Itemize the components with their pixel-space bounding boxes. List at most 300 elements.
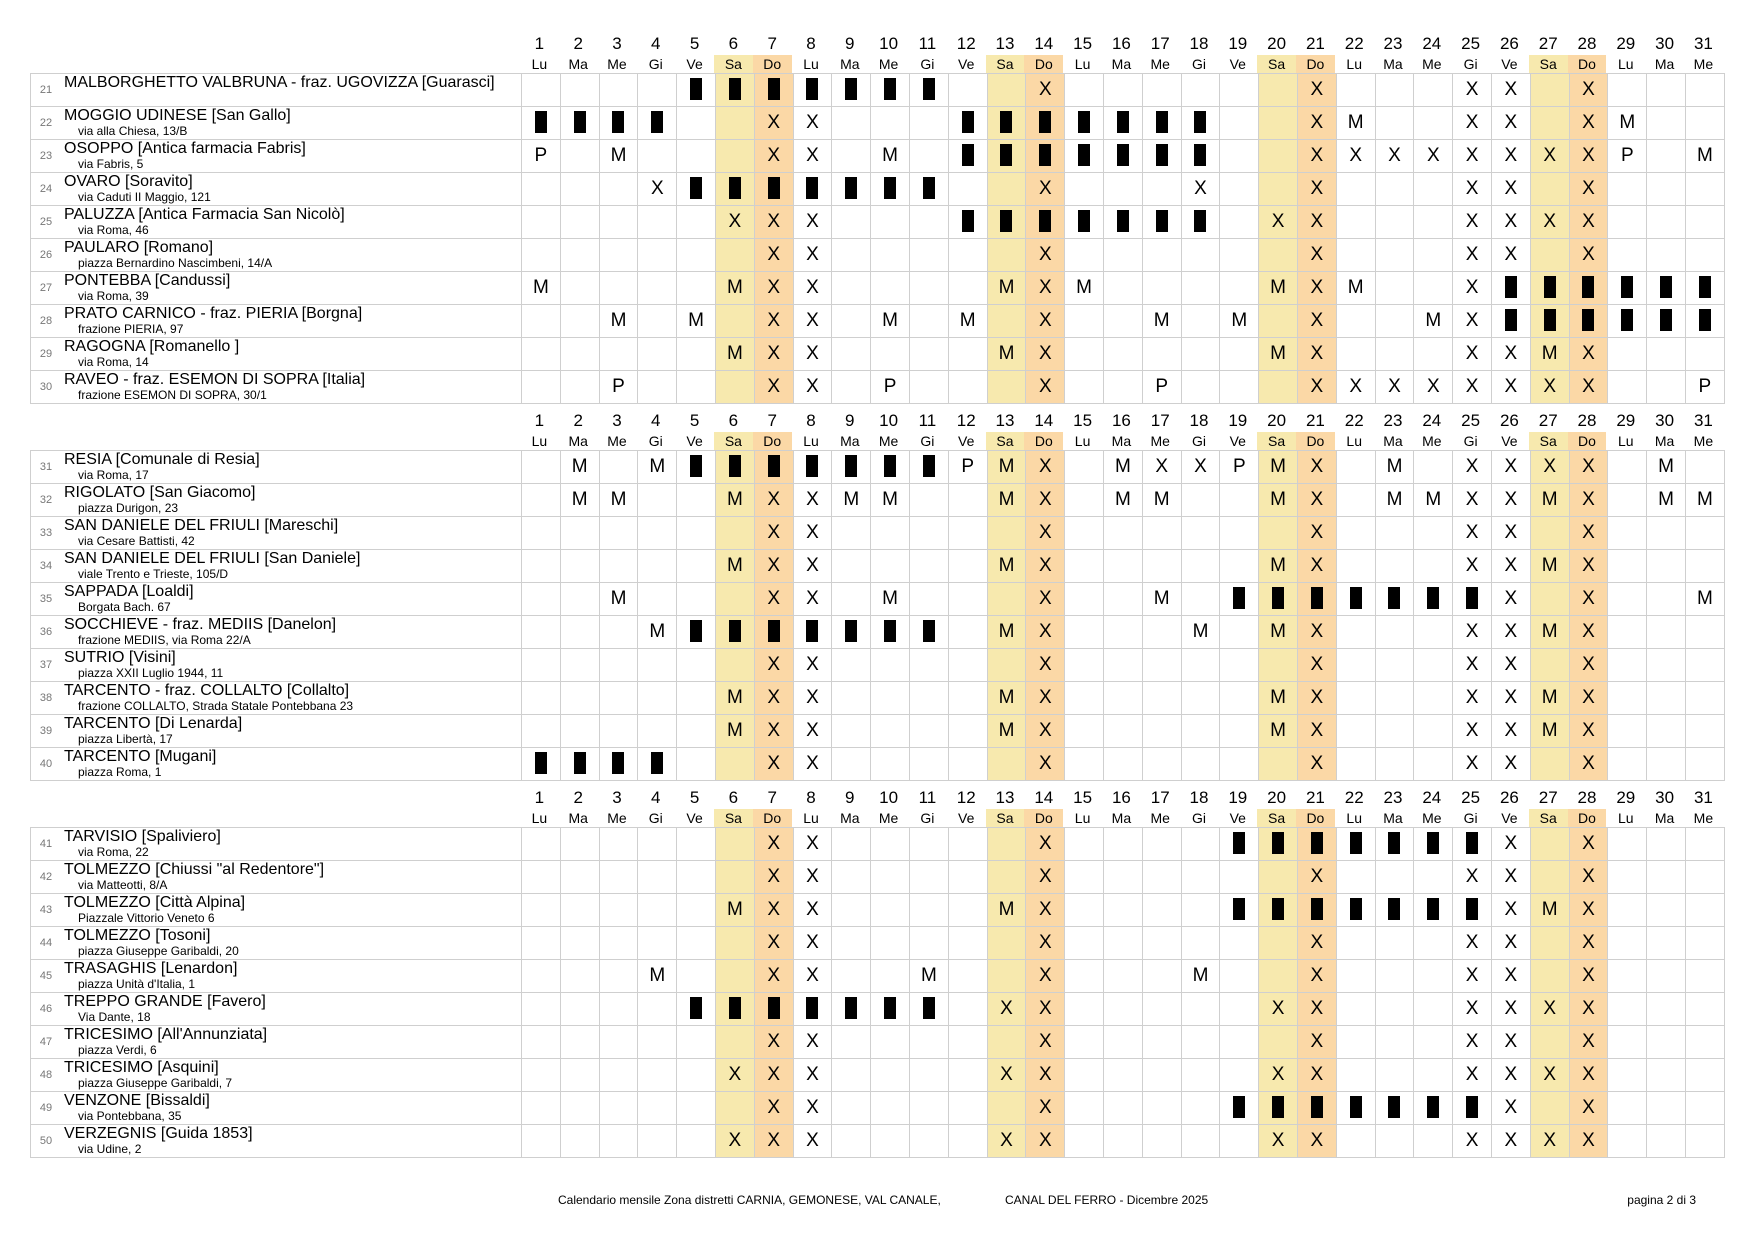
calendar-section	[30, 410, 1725, 781]
day-cell	[1646, 927, 1685, 959]
day-cell	[1685, 239, 1724, 271]
pharmacy-row	[31, 649, 1725, 682]
closed-block-marker	[1350, 832, 1362, 854]
weekday-label: Me	[1422, 56, 1442, 72]
day-number: 12	[956, 34, 976, 53]
day-cell	[1181, 993, 1220, 1025]
shift-marker: X	[1504, 79, 1518, 100]
row-number: 44	[39, 937, 53, 949]
weekday-label: Lu	[1618, 810, 1634, 826]
pharmacy-name: TRASAGHIS [Lenardon]	[64, 960, 238, 977]
day-cell	[870, 715, 909, 747]
day-cell	[870, 550, 909, 582]
day-cell	[676, 1092, 715, 1124]
day-cell	[1297, 828, 1336, 860]
day-header-cell	[908, 787, 947, 827]
day-cell	[637, 206, 676, 238]
day-cell	[1181, 861, 1220, 893]
day-number: 31	[1693, 411, 1713, 430]
pharmacy-row	[31, 828, 1725, 861]
day-cell	[948, 1125, 987, 1157]
day-cell	[637, 107, 676, 139]
weekday-label: Do	[1296, 432, 1335, 450]
day-cell	[948, 1092, 987, 1124]
day-cell	[715, 338, 754, 370]
pharmacy-name: TOLMEZZO [Città Alpina]	[64, 894, 246, 911]
day-cell	[1064, 927, 1103, 959]
day-header-cell	[1568, 33, 1607, 73]
day-cell	[1491, 828, 1530, 860]
day-cell	[754, 1125, 793, 1157]
shift-marker: M	[998, 621, 1015, 642]
day-header-cell	[1374, 410, 1413, 450]
closed-block-marker	[1000, 144, 1012, 166]
day-number: 30	[1655, 788, 1675, 807]
day-cell	[1336, 107, 1375, 139]
closed-block-marker	[806, 620, 818, 642]
day-cell	[1297, 239, 1336, 271]
day-header-cell	[1645, 787, 1684, 827]
day-cell	[521, 206, 560, 238]
day-cell	[1685, 960, 1724, 992]
day-cell	[1181, 682, 1220, 714]
day-cell	[1375, 1059, 1414, 1091]
shift-marker: X	[1194, 178, 1207, 199]
day-cell	[1025, 649, 1064, 681]
day-cell	[1413, 861, 1452, 893]
day-number: 23	[1383, 411, 1403, 430]
shift-marker: X	[1582, 343, 1595, 364]
day-cell	[1413, 140, 1452, 172]
pharmacy-name: RAGOGNA [Romanello ]	[64, 338, 240, 355]
shift-marker: X	[1310, 965, 1324, 986]
day-number: 20	[1267, 788, 1287, 807]
pharmacy-name: VENZONE [Bissaldi]	[64, 1092, 210, 1109]
day-cell	[1258, 748, 1297, 780]
day-cell	[1142, 861, 1181, 893]
day-header-cell	[1141, 410, 1180, 450]
day-cell	[1219, 484, 1258, 516]
day-cell	[521, 1059, 560, 1091]
row-right-border	[1724, 305, 1725, 337]
day-cell	[909, 338, 948, 370]
day-cell	[1491, 550, 1530, 582]
day-header-cell	[675, 33, 714, 73]
day-cell	[793, 371, 832, 403]
day-number: 21	[1305, 788, 1325, 807]
weekday-label: Lu	[1346, 56, 1362, 72]
day-cell	[1297, 140, 1336, 172]
weekday-label: Do	[753, 55, 792, 73]
day-cell	[1530, 239, 1569, 271]
shift-marker: X	[1582, 456, 1595, 477]
shift-marker: M	[998, 687, 1015, 708]
shift-marker: X	[767, 965, 781, 986]
pharmacy-name: PAULARO [Romano]	[64, 239, 214, 256]
day-cell	[948, 206, 987, 238]
day-cell	[1530, 894, 1569, 926]
pharmacy-row	[31, 1092, 1725, 1125]
closed-block-marker	[1233, 587, 1245, 609]
day-cell	[1452, 371, 1491, 403]
day-cell	[870, 338, 909, 370]
closed-block-marker	[1350, 587, 1362, 609]
shift-marker: P	[1698, 376, 1712, 397]
shift-marker: X	[1504, 1064, 1518, 1085]
closed-block-marker	[690, 620, 702, 642]
day-header-cell	[986, 33, 1025, 73]
shift-marker: X	[1582, 687, 1595, 708]
closed-block-marker	[806, 455, 818, 477]
weekday-label: Ma	[1383, 433, 1403, 449]
pharmacy-name: TOLMEZZO [Chiussi "al Redentore"]	[64, 861, 325, 878]
calendar-section	[30, 33, 1725, 404]
shift-marker: X	[1038, 899, 1052, 920]
day-cell	[521, 517, 560, 549]
pharmacy-row	[31, 338, 1725, 371]
shift-marker: M	[1153, 489, 1170, 510]
day-number: 10	[879, 34, 899, 53]
day-cell	[831, 272, 870, 304]
pharmacy-info	[64, 1026, 544, 1058]
day-cell	[599, 173, 638, 205]
day-cell	[1103, 140, 1142, 172]
closed-block-marker	[1156, 111, 1168, 133]
shift-marker: X	[1582, 145, 1595, 166]
day-cell	[599, 993, 638, 1025]
day-cell	[1103, 682, 1142, 714]
day-cell	[1258, 861, 1297, 893]
day-number: 20	[1267, 34, 1287, 53]
shift-marker: X	[1504, 555, 1518, 576]
day-cell	[948, 1026, 987, 1058]
day-cell	[1219, 239, 1258, 271]
day-cell	[1025, 305, 1064, 337]
day-cell	[1607, 338, 1646, 370]
shift-marker: X	[1582, 1097, 1595, 1118]
day-cell	[793, 960, 832, 992]
day-number: 18	[1189, 788, 1209, 807]
day-cell	[1607, 305, 1646, 337]
weekday-label: Gi	[1463, 433, 1478, 449]
day-cell	[754, 338, 793, 370]
day-cell	[1258, 550, 1297, 582]
day-cell	[637, 74, 676, 106]
shift-marker: M	[649, 965, 666, 986]
day-cell	[637, 517, 676, 549]
day-cell	[1142, 338, 1181, 370]
day-number: 25	[1461, 34, 1481, 53]
pharmacy-address: Borgata Bach. 67	[78, 600, 171, 614]
weekday-label: Me	[607, 810, 627, 826]
day-cell	[1646, 828, 1685, 860]
closed-block-marker	[923, 177, 935, 199]
pharmacy-name: TARCENTO [Di Lenarda]	[64, 715, 243, 732]
day-header-cell	[1374, 33, 1413, 73]
day-header-cell	[1257, 33, 1296, 73]
day-number: 19	[1228, 788, 1248, 807]
day-cell	[831, 484, 870, 516]
day-cell	[1375, 305, 1414, 337]
day-cell	[521, 1026, 560, 1058]
day-cell	[948, 484, 987, 516]
day-cell	[909, 206, 948, 238]
shift-marker: M	[882, 489, 898, 510]
day-cell	[1025, 1125, 1064, 1157]
day-cell	[1607, 616, 1646, 648]
day-cell	[560, 927, 599, 959]
shift-marker: X	[1310, 178, 1324, 199]
day-cell	[831, 715, 870, 747]
day-cell	[793, 1026, 832, 1058]
day-header-cell	[1296, 410, 1335, 450]
day-cell	[1336, 173, 1375, 205]
day-header-cell	[1257, 787, 1296, 827]
closed-block-marker	[729, 177, 741, 199]
day-cell	[637, 239, 676, 271]
day-cell	[1607, 371, 1646, 403]
day-cell	[1491, 927, 1530, 959]
day-cell	[1452, 338, 1491, 370]
day-cell	[1103, 305, 1142, 337]
pharmacy-row	[31, 1125, 1725, 1158]
day-cell	[1646, 338, 1685, 370]
day-cell	[1375, 140, 1414, 172]
closed-block-marker	[1582, 276, 1594, 298]
closed-block-marker	[1427, 898, 1439, 920]
day-cell	[560, 239, 599, 271]
day-cell	[948, 828, 987, 860]
day-cell	[1297, 206, 1336, 238]
pharmacy-row	[31, 74, 1725, 107]
day-cell	[1103, 239, 1142, 271]
day-number: 27	[1538, 34, 1558, 53]
day-header-cell	[675, 787, 714, 827]
day-cell	[1025, 107, 1064, 139]
shift-marker: X	[1465, 866, 1479, 887]
day-cell	[1103, 715, 1142, 747]
closed-block-marker	[1039, 210, 1051, 232]
pharmacy-row	[31, 927, 1725, 960]
day-cell	[1142, 107, 1181, 139]
pharmacy-row	[31, 517, 1725, 550]
row-right-border	[1724, 828, 1725, 860]
shift-marker: X	[806, 753, 819, 774]
day-number: 16	[1111, 411, 1131, 430]
day-cell	[1413, 74, 1452, 106]
day-cell	[1142, 682, 1181, 714]
day-cell	[637, 960, 676, 992]
pharmacy-row	[31, 894, 1725, 927]
closed-block-marker	[962, 111, 974, 133]
day-cell	[831, 1125, 870, 1157]
day-cell	[1375, 371, 1414, 403]
row-right-border	[1724, 371, 1725, 403]
pharmacy-grid	[30, 827, 1725, 1158]
shift-marker: X	[1310, 720, 1324, 741]
shift-marker: X	[1038, 866, 1052, 887]
shift-marker: X	[806, 522, 819, 543]
closed-block-marker	[845, 455, 857, 477]
weekday-label: Sa	[986, 432, 1025, 450]
day-cell	[637, 550, 676, 582]
day-cell	[1452, 927, 1491, 959]
day-cell	[521, 583, 560, 615]
weekday-label: Me	[1422, 433, 1442, 449]
weekday-label: Lu	[1074, 433, 1091, 449]
closed-block-marker	[1660, 276, 1672, 298]
day-cell	[1258, 649, 1297, 681]
day-cell	[1530, 371, 1569, 403]
day-cell	[1103, 272, 1142, 304]
day-number: 27	[1538, 411, 1558, 430]
day-cell	[715, 140, 754, 172]
day-cell	[637, 1092, 676, 1124]
day-cell	[1181, 206, 1220, 238]
shift-marker: X	[1310, 621, 1324, 642]
day-cell	[909, 1059, 948, 1091]
day-number: 9	[845, 411, 855, 430]
row-right-border	[1724, 550, 1725, 582]
day-cell	[870, 748, 909, 780]
day-header-cell	[986, 410, 1025, 450]
day-cell	[1064, 517, 1103, 549]
day-number: 23	[1383, 788, 1403, 807]
day-header-cell	[1490, 787, 1529, 827]
day-number: 30	[1655, 411, 1675, 430]
day-cell	[909, 1092, 948, 1124]
day-cell	[1142, 748, 1181, 780]
day-cell	[1025, 828, 1064, 860]
day-cell	[1375, 894, 1414, 926]
pharmacy-address: frazione PIERIA, 97	[78, 322, 184, 336]
day-cell	[1375, 1092, 1414, 1124]
closed-block-marker	[1388, 587, 1400, 609]
day-cell	[1336, 371, 1375, 403]
day-cell	[1646, 682, 1685, 714]
day-cell	[1142, 371, 1181, 403]
day-header	[30, 33, 1725, 73]
day-number: 7	[767, 788, 777, 807]
day-header	[30, 410, 1725, 450]
closed-block-marker	[1699, 309, 1711, 331]
day-cell	[1607, 206, 1646, 238]
day-cell	[1336, 74, 1375, 106]
day-header-cell	[1684, 410, 1723, 450]
shift-marker: X	[1038, 753, 1052, 774]
day-cell	[1258, 715, 1297, 747]
day-cell	[676, 682, 715, 714]
day-cell	[754, 140, 793, 172]
day-cell	[870, 272, 909, 304]
weekday-label: Lu	[531, 433, 548, 449]
day-cell	[521, 107, 560, 139]
day-cell	[715, 239, 754, 271]
day-cell	[1103, 828, 1142, 860]
day-cell	[1491, 861, 1530, 893]
day-cell	[948, 338, 987, 370]
day-cell	[987, 371, 1026, 403]
day-cell	[715, 550, 754, 582]
day-cell	[1607, 107, 1646, 139]
closed-block-marker	[1466, 1096, 1478, 1118]
shift-marker: X	[1038, 1130, 1052, 1151]
shift-marker: X	[1504, 998, 1518, 1019]
day-cell	[1569, 1059, 1608, 1091]
shift-marker: M	[571, 456, 588, 477]
day-number: 22	[1344, 411, 1364, 430]
day-cell	[1646, 715, 1685, 747]
day-cell	[1685, 140, 1724, 172]
day-cell	[1025, 583, 1064, 615]
day-cell	[1491, 206, 1530, 238]
shift-marker: X	[767, 899, 781, 920]
day-number: 5	[689, 34, 700, 53]
day-cell	[1607, 1059, 1646, 1091]
weekday-label: Ve	[958, 433, 975, 449]
shift-marker: X	[1504, 833, 1518, 854]
day-header-cell	[520, 33, 559, 73]
day-cell	[1569, 927, 1608, 959]
day-cell	[560, 1125, 599, 1157]
closed-block-marker	[1311, 1096, 1323, 1118]
day-cell	[793, 305, 832, 337]
day-cell	[1413, 484, 1452, 516]
day-cell	[987, 1026, 1026, 1058]
shift-marker: X	[1465, 112, 1479, 133]
day-cell	[1142, 1092, 1181, 1124]
weekday-label: Me	[607, 56, 627, 72]
day-number: 2	[573, 34, 583, 53]
day-cell	[754, 1059, 793, 1091]
day-cell	[1219, 1059, 1258, 1091]
day-cell	[715, 1026, 754, 1058]
pharmacy-address: viale Trento e Trieste, 105/D	[78, 567, 229, 581]
day-cell	[754, 993, 793, 1025]
closed-block-marker	[612, 111, 624, 133]
pharmacy-info	[64, 371, 544, 403]
day-cell	[1413, 649, 1452, 681]
closed-block-marker	[1117, 144, 1129, 166]
pharmacy-address: piazza Bernardino Nascimbeni, 14/A	[78, 256, 273, 270]
weekday-label: Lu	[1074, 56, 1091, 72]
weekday-label: Sa	[1257, 432, 1296, 450]
shift-marker: X	[1465, 310, 1479, 331]
shift-marker: X	[1000, 998, 1013, 1019]
shift-marker: M	[998, 555, 1015, 576]
day-cell	[599, 305, 638, 337]
day-cell	[1258, 74, 1297, 106]
closed-block-marker	[1505, 276, 1517, 298]
shift-marker: X	[1504, 588, 1518, 609]
day-cell	[909, 550, 948, 582]
day-number: 15	[1073, 788, 1093, 807]
day-cell	[948, 748, 987, 780]
day-cell	[1646, 484, 1685, 516]
shift-marker: X	[1038, 79, 1052, 100]
day-cell	[1646, 140, 1685, 172]
row-number: 31	[39, 461, 53, 473]
day-header-cell	[598, 410, 637, 450]
pharmacy-row	[31, 484, 1725, 517]
closed-block-marker	[1039, 144, 1051, 166]
day-cell	[599, 484, 638, 516]
day-cell	[909, 960, 948, 992]
closed-block-marker	[1194, 111, 1206, 133]
day-cell	[948, 371, 987, 403]
shift-marker: M	[610, 145, 627, 166]
day-cell	[1646, 550, 1685, 582]
